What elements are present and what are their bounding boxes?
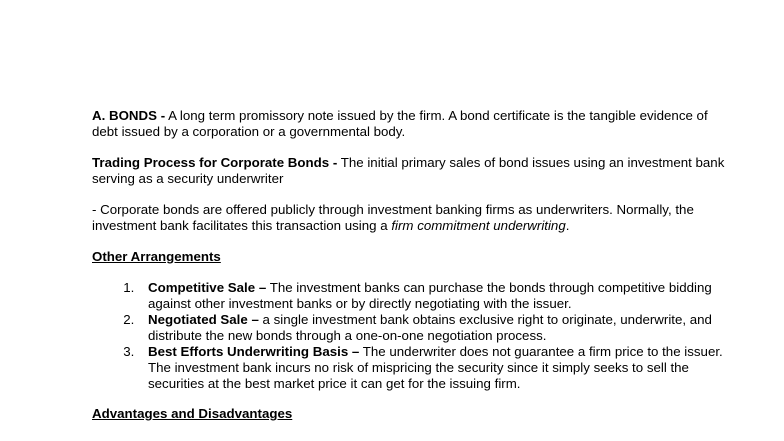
- arrangements-list: [92, 280, 748, 392]
- list-item-best-efforts: [138, 344, 748, 392]
- negotiated-sale-text: a single investment bank obtains exclusive right to originate, underwrite, and distribute the new bonds through a one-on-one negotiation process.: [148, 312, 712, 343]
- trading-process-paragraph: [92, 155, 732, 187]
- best-efforts-text: The underwriter does not guarantee a firm price to the issuer. The investment bank incurs no risk of mispricing the security since it simply seeks to sell the securities at the best market price it can get for the issuing firm.: [148, 344, 723, 391]
- bonds-term: A. BONDS -: [92, 108, 166, 123]
- advantages-heading: Advantages and Disadvantages: [92, 406, 293, 421]
- negotiated-sale-term: Negotiated Sale –: [148, 312, 259, 327]
- list-item-negotiated-sale: [138, 312, 748, 344]
- bonds-definition-paragraph: [92, 108, 732, 140]
- trading-process-term: Trading Process for Corporate Bonds -: [92, 155, 338, 170]
- firm-commitment-underwriting-emphasis: firm commitment underwriting: [391, 218, 566, 233]
- best-efforts-term: Best Efforts Underwriting Basis –: [148, 344, 360, 359]
- trading-process-text: The initial primary sales of bond issues using an investment bank serving as a security underwriter: [92, 155, 725, 186]
- underwriters-text-end: .: [565, 218, 570, 233]
- competitive-sale-text: The investment banks can purchase the bonds through competitive bidding against other investment banks or by directly negotiating with the issuer.: [148, 280, 712, 311]
- document-page: [92, 108, 732, 437]
- bonds-definition-text: A long term promissory note issued by the firm. A bond certificate is the tangible evidence of debt issued by a corporation or a governmental body.: [92, 108, 708, 139]
- other-arrangements-heading: Other Arrangements: [92, 249, 221, 264]
- underwriters-text: - Corporate bonds are offered publicly through investment banking firms as underwriters. Normally, the investment bank facilitates this transaction using a: [92, 202, 694, 233]
- competitive-sale-term: Competitive Sale –: [148, 280, 267, 295]
- list-item-competitive-sale: [138, 280, 748, 312]
- underwriters-paragraph: [92, 202, 732, 234]
